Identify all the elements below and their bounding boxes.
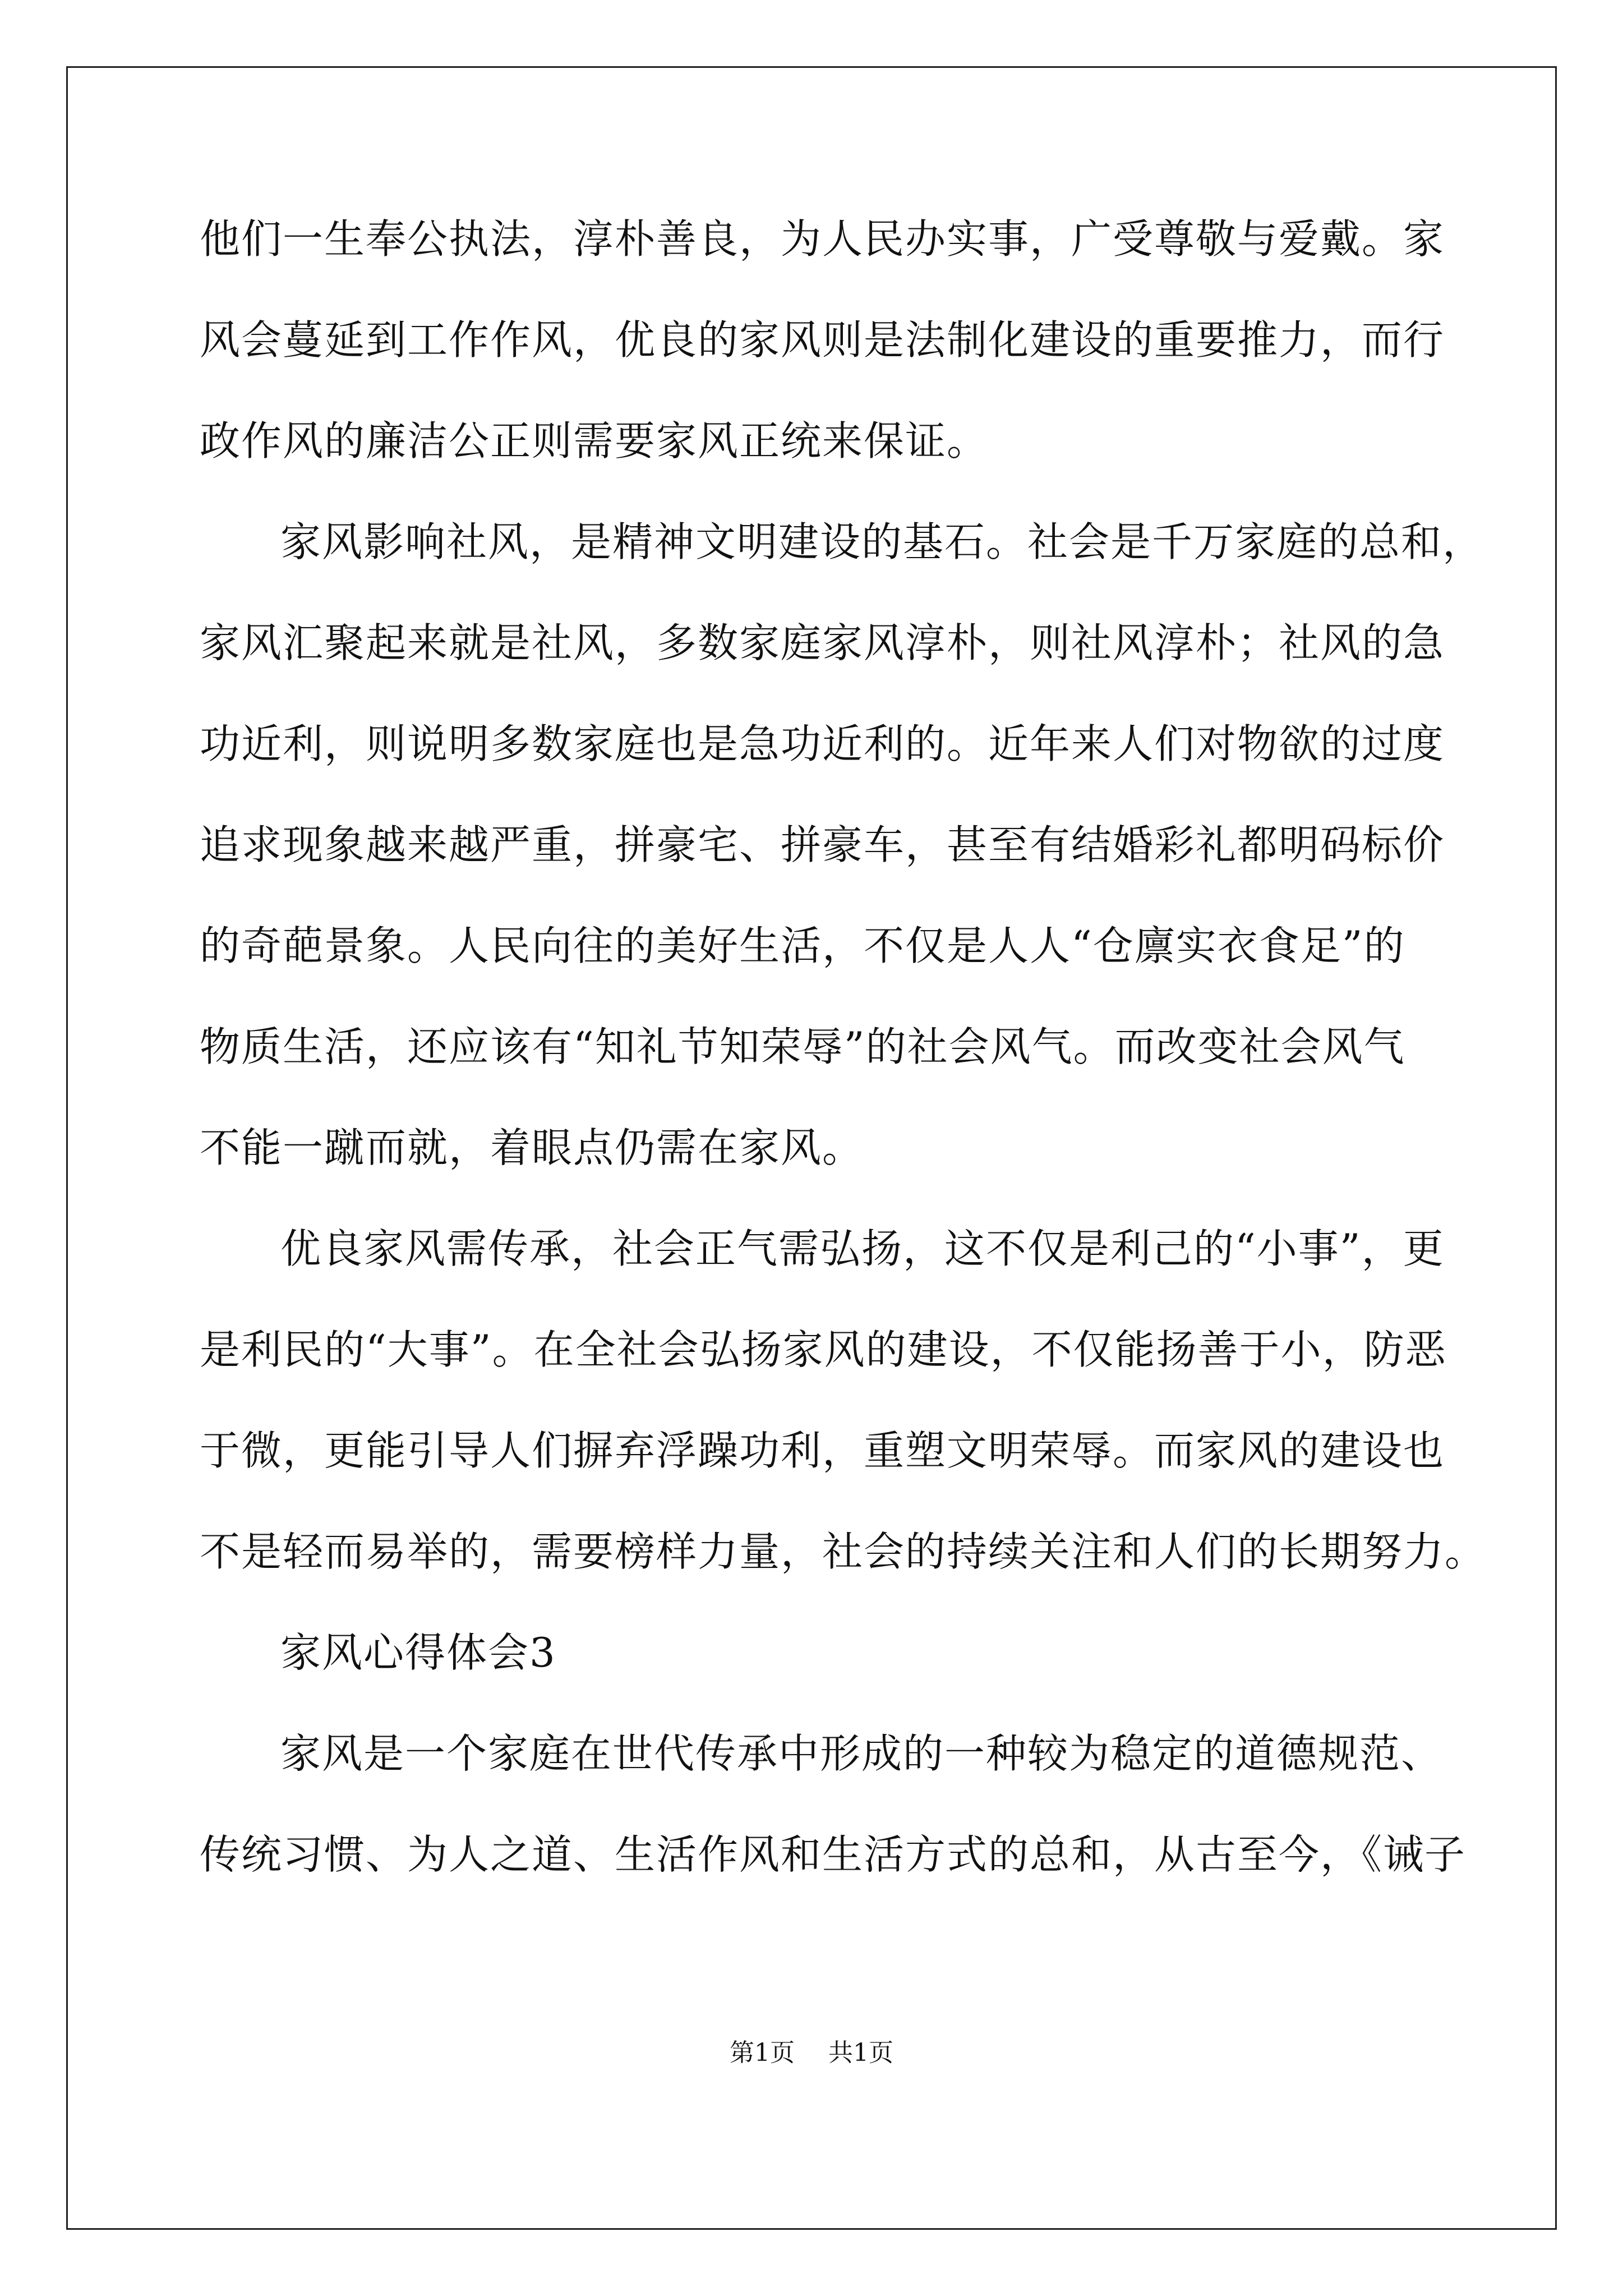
page-number: 第1页 [730, 2039, 795, 2067]
page-total: 共1页 [828, 2039, 893, 2067]
text-line: 不能一蹴而就，着眼点仍需在家风。 [200, 1124, 864, 1171]
page-footer [0, 2041, 1623, 2065]
text-line: 物质生活，还应该有“知礼节知荣辱”的社会风气。而改变社会风气 [200, 1023, 1405, 1070]
document-body [200, 215, 1487, 1878]
text-line: 传统习惯、为人之道、生活作风和生活方式的总和，从古至今，《诫子 [200, 1831, 1467, 1878]
text-line: 优良家风需传承，社会正气需弘扬，这不仅是利己的“小事”，更 [280, 1225, 1445, 1272]
text-line: 于微，更能引导人们摒弃浮躁功利，重塑文明荣辱。而家风的建设也 [200, 1427, 1445, 1474]
text-line: 家风是一个家庭在世代传承中形成的一种较为稳定的道德规范、 [280, 1730, 1443, 1777]
text-line: 家风汇聚起来就是社风，多数家庭家风淳朴，则社风淳朴；社风的急 [200, 619, 1445, 666]
text-line: 不是轻而易举的，需要榜样力量，社会的持续关注和人们的长期努力。 [200, 1528, 1487, 1575]
text-line: 政作风的廉洁公正则需要家风正统来保证。 [200, 417, 989, 464]
text-line: 追求现象越来越严重，拼豪宅、拼豪车，甚至有结婚彩礼都明码标价 [200, 821, 1445, 868]
text-line: 是利民的“大事”。在全社会弘扬家风的建设，不仅能扬善于小，防恶 [200, 1326, 1447, 1373]
text-line: 他们一生奉公执法，淳朴善良，为人民办实事，广受尊敬与爱戴。家 [200, 215, 1445, 263]
section-heading: 家风心得体会3 [280, 1629, 556, 1676]
text-line: 的奇葩景象。人民向往的美好生活，不仅是人人“仓廪实衣食足”的 [200, 922, 1405, 969]
text-line: 家风影响社风，是精神文明建设的基石。社会是千万家庭的总和， [280, 518, 1484, 565]
text-line: 功近利，则说明多数家庭也是急功近利的。近年来人们对物欲的过度 [200, 720, 1445, 767]
text-line: 风会蔓延到工作作风，优良的家风则是法制化建设的重要推力，而行 [200, 316, 1445, 364]
